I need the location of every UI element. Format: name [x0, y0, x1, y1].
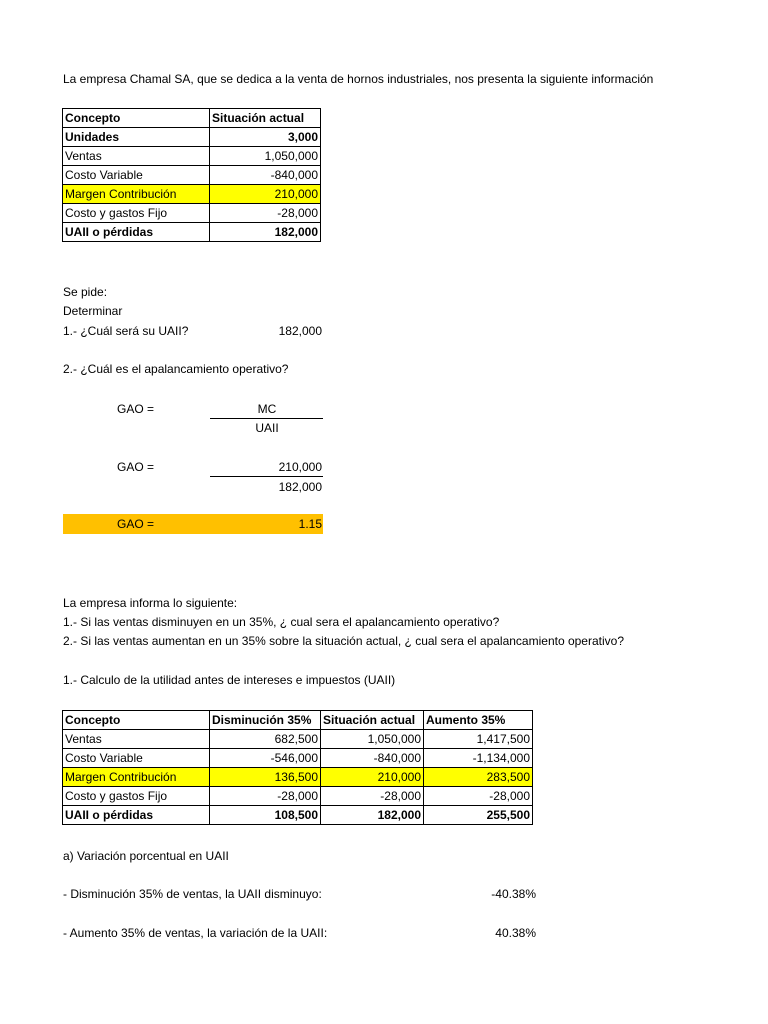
table-row-highlight: [63, 768, 533, 787]
calc-title: 1.- Calculo de la utilidad antes de intereses e impuestos (UAII): [63, 673, 396, 687]
row-label[interactable]: Margen Contribución: [63, 185, 210, 204]
row-label[interactable]: UAII o pérdidas: [63, 223, 210, 242]
table-row: [63, 128, 321, 147]
table-row-highlight: [63, 185, 321, 204]
cell-aumento[interactable]: -1,134,000: [424, 749, 533, 768]
header-aumento[interactable]: Aumento 35%: [424, 711, 533, 730]
header-situacion-actual[interactable]: Situación actual: [321, 711, 424, 730]
question-1-value[interactable]: 182,000: [278, 324, 322, 338]
table-row: [63, 147, 321, 166]
table-row: [63, 204, 321, 223]
fraction-line: [210, 476, 323, 477]
cell-aumento[interactable]: -28,000: [424, 787, 533, 806]
gao-result-label: GAO =: [117, 517, 155, 531]
header-concepto[interactable]: Concepto: [63, 109, 210, 128]
row-label[interactable]: Costo Variable: [63, 749, 210, 768]
row-value[interactable]: 1,050,000: [210, 147, 321, 166]
cell-actual[interactable]: -28,000: [321, 787, 424, 806]
cell-actual[interactable]: 182,000: [321, 806, 424, 825]
row-label[interactable]: Margen Contribución: [63, 768, 210, 787]
gao-values-denominator[interactable]: 182,000: [278, 480, 322, 494]
variacion-title: a) Variación porcentual en UAII: [63, 849, 229, 863]
gao-formula-numerator[interactable]: MC: [257, 402, 277, 416]
table-row: [63, 223, 321, 242]
row-label[interactable]: Costo y gastos Fijo: [63, 204, 210, 223]
cell-disminucion[interactable]: -28,000: [210, 787, 321, 806]
header-concepto[interactable]: Concepto: [63, 711, 210, 730]
gao-values-numerator[interactable]: 210,000: [278, 460, 322, 474]
informa-item-1: 1.- Si las ventas disminuyen en un 35%, ¿ cual sera el apalancamiento operativo?: [63, 615, 500, 629]
intro-text: La empresa Chamal SA, que se dedica a la venta de hornos industriales, nos presenta la siguiente información: [63, 72, 654, 86]
scenario-table: [62, 710, 533, 825]
variacion-decrease-label: - Disminución 35% de ventas, la UAII disminuyo:: [63, 887, 322, 901]
row-value[interactable]: 3,000: [210, 128, 321, 147]
row-label[interactable]: Costo Variable: [63, 166, 210, 185]
gao-values-label: GAO =: [117, 460, 155, 474]
informa-item-2: 2.- Si las ventas aumentan en un 35% sobre la situación actual, ¿ cual sera el apalancamiento operativo?: [63, 634, 624, 648]
cell-actual[interactable]: 210,000: [321, 768, 424, 787]
table-row: [63, 806, 533, 825]
variacion-increase-value[interactable]: 40.38%: [495, 926, 536, 940]
row-label[interactable]: Ventas: [63, 730, 210, 749]
table-header-row: [63, 109, 321, 128]
table-row: [63, 787, 533, 806]
cell-actual[interactable]: -840,000: [321, 749, 424, 768]
cell-disminucion[interactable]: 136,500: [210, 768, 321, 787]
informa-text: La empresa informa lo siguiente:: [63, 596, 238, 610]
question-1: 1.- ¿Cuál será su UAII?: [63, 324, 189, 338]
row-label[interactable]: Costo y gastos Fijo: [63, 787, 210, 806]
header-situacion-actual[interactable]: Situación actual: [210, 109, 321, 128]
variacion-increase-label: - Aumento 35% de ventas, la variación de la UAII:: [63, 926, 328, 940]
cell-actual[interactable]: 1,050,000: [321, 730, 424, 749]
gao-formula-denominator[interactable]: UAII: [255, 421, 279, 435]
gao-result-value[interactable]: 1.15: [298, 517, 322, 531]
row-value[interactable]: 210,000: [210, 185, 321, 204]
row-label[interactable]: Unidades: [63, 128, 210, 147]
table-row: [63, 749, 533, 768]
cell-aumento[interactable]: 283,500: [424, 768, 533, 787]
row-value[interactable]: -840,000: [210, 166, 321, 185]
row-value[interactable]: -28,000: [210, 204, 321, 223]
question-2: 2.- ¿Cuál es el apalancamiento operativo?: [63, 362, 289, 376]
situation-table: [62, 108, 321, 242]
cell-disminucion[interactable]: -546,000: [210, 749, 321, 768]
gao-formula-label: GAO =: [117, 402, 155, 416]
table-header-row: [63, 711, 533, 730]
table-row: [63, 166, 321, 185]
variacion-decrease-value[interactable]: -40.38%: [491, 887, 536, 901]
row-label[interactable]: UAII o pérdidas: [63, 806, 210, 825]
row-value[interactable]: 182,000: [210, 223, 321, 242]
cell-disminucion[interactable]: 682,500: [210, 730, 321, 749]
cell-disminucion[interactable]: 108,500: [210, 806, 321, 825]
row-label[interactable]: Ventas: [63, 147, 210, 166]
determinar-text: Determinar: [63, 304, 123, 318]
table-row: [63, 730, 533, 749]
header-disminucion[interactable]: Disminución 35%: [210, 711, 321, 730]
cell-aumento[interactable]: 255,500: [424, 806, 533, 825]
se-pide-text: Se pide:: [63, 285, 108, 299]
cell-aumento[interactable]: 1,417,500: [424, 730, 533, 749]
